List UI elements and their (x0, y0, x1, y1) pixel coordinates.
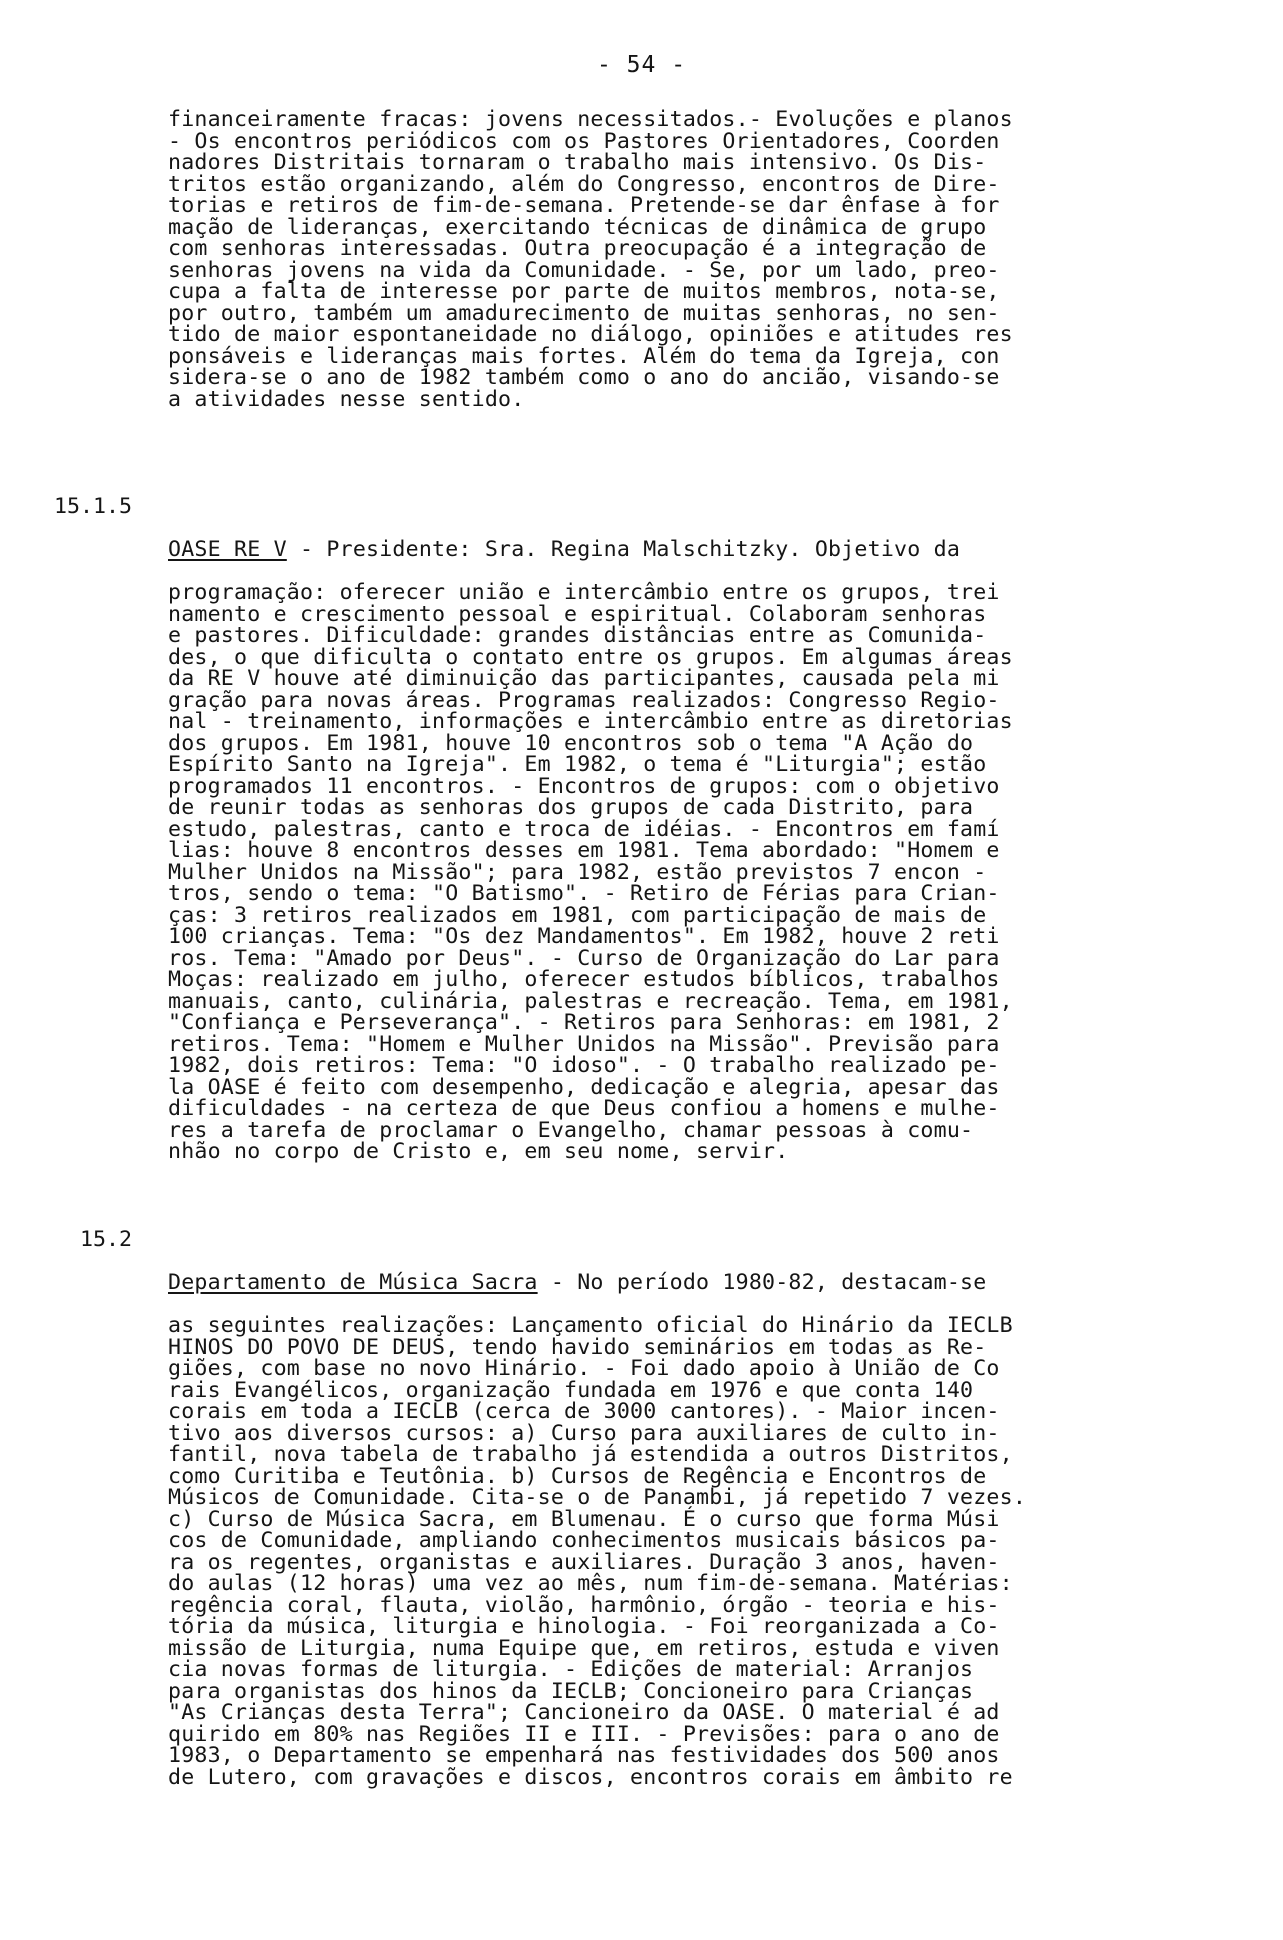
text-line: lias: houve 8 encontros desses em 1981. Tema abordado: "Homem e (168, 838, 1000, 863)
text-line: nhão no corpo de Cristo e, em seu nome, servir. (168, 1139, 789, 1164)
text-line: res a tarefa de proclamar o Evangelho, chamar pessoas à comu- (168, 1117, 974, 1143)
text-line: do aulas (12 horas) uma vez ao mês, num fim-de-semana. Matérias: (168, 1571, 1013, 1596)
text-line: tória da música, liturgia e hinologia. - Foi reorganizada a Co- (168, 1614, 1000, 1639)
section-15-2-body (168, 1229, 1026, 1788)
text-line: torias e retiros de fim-de-semana. Pretende-se dar ênfase à for (168, 193, 1000, 218)
text-line: 100 crianças. Tema: "Os dez Mandamentos". Em 1982, houve 2 reti (168, 924, 1000, 949)
text-line: rais Evangélicos, organização fundada em 1976 e que conta 140 (168, 1377, 974, 1403)
section-15-1-5-first-line-text: - Presidente: Sra. Regina Malschitzky. Objetivo da (286, 537, 961, 562)
text-line: gração para novas áreas. Programas realizados: Congresso Regio- (168, 687, 1000, 713)
section-number-15-1-5: 15.1.5 (54, 494, 133, 519)
text-line: as seguintes realizações: Lançamento oficial do Hinário da IECLB (168, 1313, 1013, 1338)
text-line: dos grupos. Em 1981, houve 10 encontros sob o tema "A Ação do (168, 730, 974, 756)
text-line: financeiramente fracas: jovens necessitados.- Evoluções e planos (168, 107, 1013, 132)
text-line: para organistas dos hinos da IECLB; Concioneiro para Crianças (168, 1678, 974, 1704)
text-line: cia novas formas de liturgia. - Edições de material: Arranjos (168, 1657, 974, 1682)
text-line: nadores Distritais tornaram o trabalho mais intensivo. Os Dis- (168, 150, 987, 175)
text-line: c) Curso de Música Sacra, em Blumenau. É o curso que forma Músi (168, 1506, 1000, 1532)
section-number-15-2: 15.2 (80, 1227, 133, 1252)
section-15-2-title: Departamento de Música Sacra (168, 1270, 538, 1295)
text-line: por outro, também um amadurecimento de muitas senhoras, no sen- (168, 300, 1000, 326)
text-line: de Lutero, com gravações e discos, encontros corais em âmbito re (168, 1764, 1013, 1790)
text-line: regência coral, flauta, violão, harmônio, órgão - teoria e his- (168, 1592, 1000, 1618)
text-line: 1983, o Departamento se empenhará nas festividades dos 500 anos (168, 1743, 1000, 1768)
text-line: - Os encontros periódicos com os Pastores Orientadores, Coorden (168, 128, 1000, 154)
text-line: ponsáveis e lideranças mais fortes. Além do tema da Igreja, con (168, 343, 1000, 369)
text-line: tros, sendo o tema: "O Batismo". - Retiro de Férias para Crian- (168, 881, 1000, 906)
text-line: de reunir todas as senhoras dos grupos de cada Distrito, para (168, 795, 974, 820)
text-line: tritos estão organizando, além do Congresso, encontros de Dire- (168, 171, 1000, 197)
text-line: ros. Tema: "Amado por Deus". - Curso de Organização do Lar para (168, 945, 1000, 971)
text-line: missão de Liturgia, numa Equipe que, em retiros, estuda e viven (168, 1635, 1000, 1661)
section-15-1-5-title: OASE RE V (168, 537, 287, 562)
intro-paragraph (168, 109, 1013, 410)
text-line: Espírito Santo na Igreja". Em 1982, o tema é "Liturgia"; estão (168, 752, 987, 777)
text-line: corais em toda a IECLB (cerca de 3000 cantores). - Maior incen- (168, 1399, 1000, 1424)
text-line: e pastores. Dificuldade: grandes distâncias entre as Comunida- (168, 623, 987, 648)
text-line: quirido em 80% nas Regiões II e III. - Previsões: para o ano de (168, 1721, 1000, 1747)
text-line: ças: 3 retiros realizados em 1981, com participação de mais de (168, 902, 987, 928)
text-line: tido de maior espontaneidade no diálogo, opiniões e atitudes res (168, 322, 1013, 347)
text-line: tivo aos diversos cursos: a) Curso para auxiliares de culto in- (168, 1420, 1000, 1446)
text-line: HINOS DO POVO DE DEUS, tendo havido seminários em todas as Re- (168, 1334, 987, 1360)
text-line: "Confiança e Perseverança". - Retiros para Senhoras: em 1981, 2 (168, 1010, 1000, 1035)
text-line: manuais, canto, culinária, palestras e recreação. Tema, em 1981, (168, 988, 1013, 1014)
text-line: programação: oferecer união e intercâmbio entre os grupos, trei (168, 580, 1000, 605)
text-line: fantil, nova tabela de trabalho já estendida a outros Distritos, (168, 1442, 1013, 1467)
text-line: Mulher Unidos na Missão"; para 1982, estão previstos 7 encon - (168, 859, 987, 885)
text-line: da RE V houve até diminuição das participantes, causada pela mi (168, 666, 1000, 691)
text-line: Moças: realizado em julho, oferecer estudos bíblicos, trabalhos (168, 967, 1000, 992)
text-line: 1982, dois retiros: Tema: "O idoso". - O trabalho realizado pe- (168, 1053, 1000, 1078)
text-line: como Curitiba e Teutônia. b) Cursos de Regência e Encontros de (168, 1463, 987, 1489)
section-15-1-5-body (168, 496, 1013, 1163)
text-line: des, o que dificulta o contato entre os grupos. Em algumas áreas (168, 644, 1013, 670)
text-line: la OASE é feito com desempenho, dedicação e alegria, apesar das (168, 1074, 1000, 1100)
page-number: - 54 - (596, 52, 687, 78)
text-line: sidera-se o ano de 1982 também como o ano do ancião, visando-se (168, 365, 1000, 390)
text-line: mação de lideranças, exercitando técnicas de dinâmica de grupo (168, 214, 987, 240)
text-line: a atividades nesse sentido. (168, 386, 525, 412)
section-15-2-first-line-text: - No período 1980-82, destacam-se (537, 1270, 987, 1295)
text-line: "As Crianças desta Terra"; Cancioneiro da OASE. O material é ad (168, 1700, 1000, 1725)
text-line: Músicos de Comunidade. Cita-se o de Panambi, já repetido 7 vezes. (168, 1485, 1027, 1510)
text-line: nal - treinamento, informações e intercâmbio entre as diretorias (168, 709, 1013, 734)
text-line: cos de Comunidade, ampliando conhecimentos musicais básicos pa- (168, 1528, 1000, 1553)
text-line: namento e crescimento pessoal e espiritual. Colaboram senhoras (168, 601, 987, 627)
text-line: com senhoras interessadas. Outra preocupação é a integração de (168, 236, 987, 261)
text-line: programados 11 encontros. - Encontros de grupos: com o objetivo (168, 773, 1000, 799)
section-15-1-5-first-line (168, 539, 1013, 561)
text-line: cupa a falta de interesse por parte de muitos membros, nota-se, (168, 279, 1000, 304)
text-line: retiros. Tema: "Homem e Mulher Unidos na Missão". Previsão para (168, 1031, 1000, 1057)
text-line: giões, com base no novo Hinário. - Foi dado apoio à União de Co (168, 1356, 1000, 1381)
text-line: estudo, palestras, canto e troca de idéias. - Encontros em famí (168, 816, 1000, 842)
text-line: senhoras jovens na vida da Comunidade. - Se, por um lado, preo- (168, 257, 1000, 283)
section-15-2-first-line (168, 1272, 1026, 1294)
text-line: dificuldades - na certeza de que Deus confiou a homens e mulhe- (168, 1096, 1000, 1121)
text-line: ra os regentes, organistas e auxiliares. Duração 3 anos, haven- (168, 1549, 1000, 1575)
